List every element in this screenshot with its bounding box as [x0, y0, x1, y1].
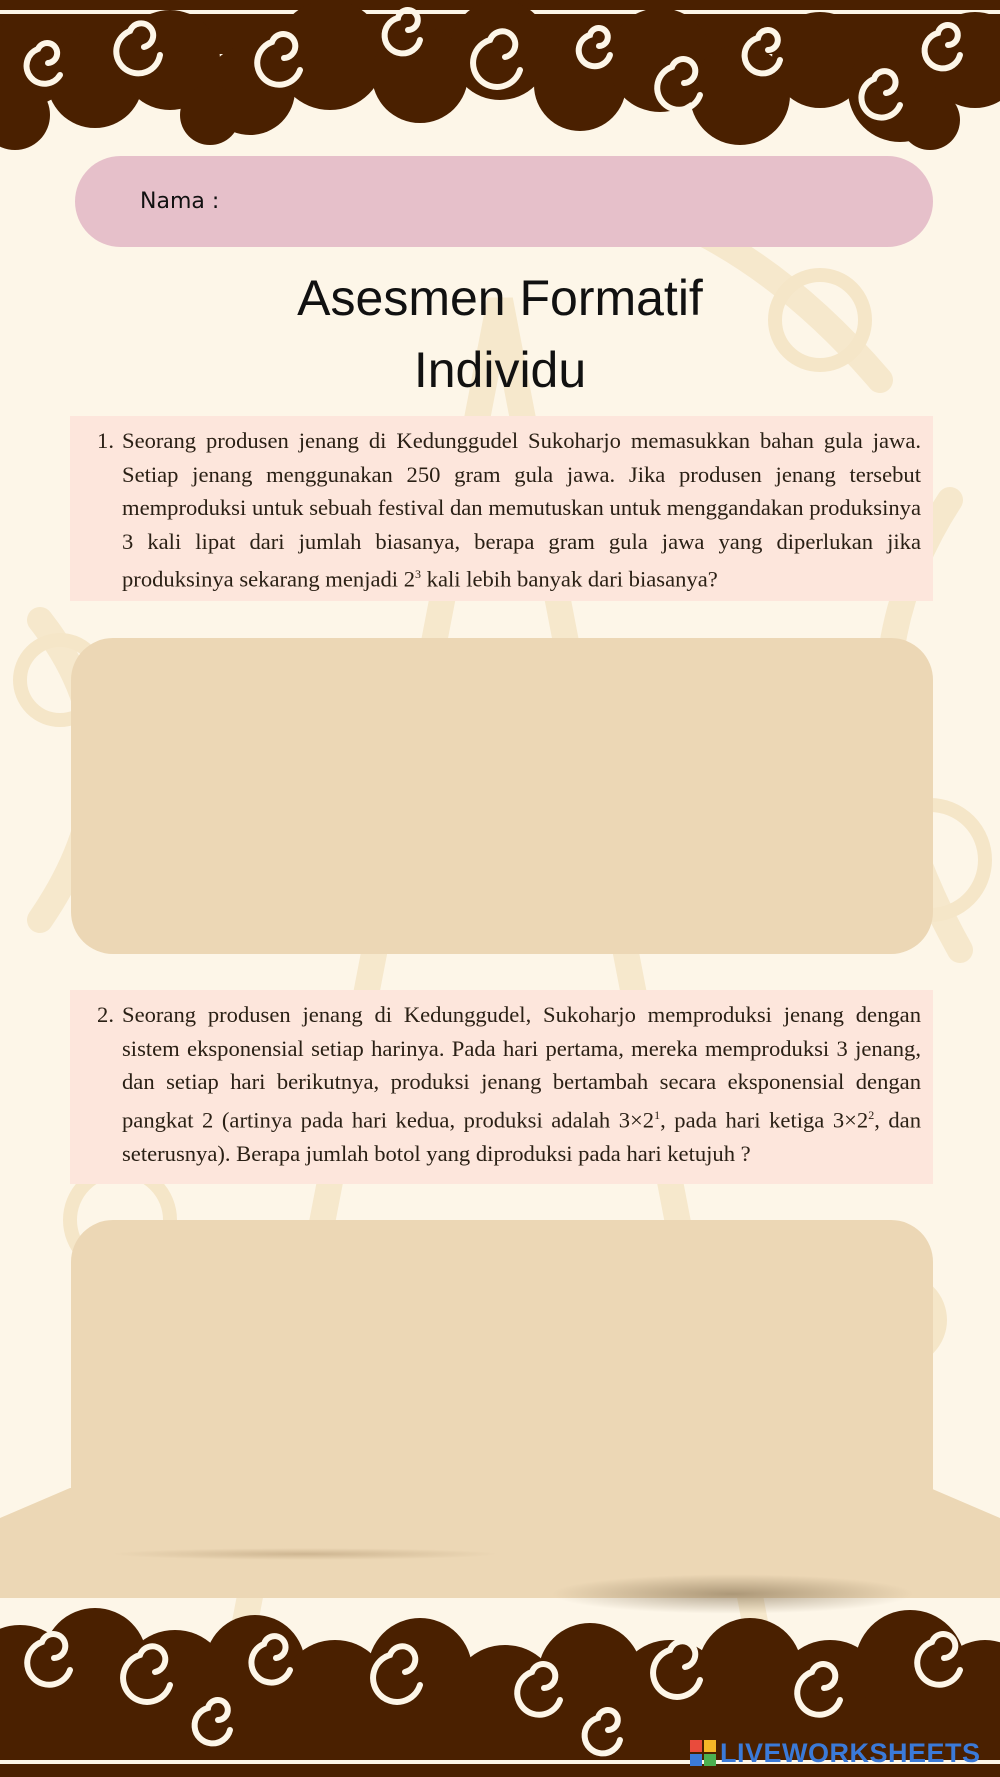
- question-text-part: , dan seterusnya). Berapa jumlah botol yang diproduksi pada hari ketujuh ?: [122, 1107, 922, 1166]
- liveworksheets-logo-icon: [690, 1740, 716, 1766]
- question-1: [70, 416, 933, 601]
- question-text-part: Seorang produsen jenang di Kedunggudel Sukoharjo memasukkan bahan gula jawa. Setiap jenang menggunakan 250 gram gula jawa. Jika produsen jenang tersebut memproduksi untuk sebuah festival dan memutuskan untuk menggandakan produksinya 3 kali lipat dari jumlah biasanya, berapa gram gula jawa yang diperlukan jika produksinya sekarang menjadi 2: [122, 428, 921, 592]
- name-input[interactable]: [231, 176, 893, 228]
- title-line-2: Individu: [413, 342, 587, 398]
- superscript: 1: [654, 1107, 661, 1122]
- liveworksheets-watermark: [690, 1738, 981, 1768]
- top-cloud-border: [0, 0, 1000, 160]
- answer-box-2[interactable]: [71, 1220, 933, 1540]
- question-number: 1.: [97, 428, 114, 453]
- question-text-part: , pada hari ketiga 3×2: [660, 1107, 869, 1133]
- page-title: [0, 262, 1000, 406]
- title-line-1: Asesmen Formatif: [297, 270, 703, 326]
- question-text: [122, 998, 921, 1176]
- superscript: 3: [415, 567, 422, 581]
- question-number: 2.: [97, 1002, 114, 1027]
- question-2: [70, 990, 933, 1184]
- answer-box-1[interactable]: [71, 638, 933, 954]
- question-text: [122, 424, 921, 593]
- question-text-part: kali lebih banyak dari biasanya?: [421, 566, 718, 592]
- question-text-part: Seorang produsen jenang di Kedunggudel, Sukoharjo memproduksi jenang dengan sistem eksponensial setiap harinya. Pada hari pertama, mereka memproduksi 3 jenang, dan setiap hari berikutnya, produksi jenang bertambah secara eksponensial dengan pangkat 2 (artinya pada hari kedua, produksi adalah 3×2: [122, 1002, 921, 1133]
- decorative-shadow: [110, 1548, 500, 1560]
- watermark-text: LIVEWORKSHEETS: [720, 1737, 981, 1768]
- name-label: Nama :: [140, 189, 220, 214]
- superscript: 2: [868, 1107, 875, 1122]
- name-field-container: [75, 156, 933, 247]
